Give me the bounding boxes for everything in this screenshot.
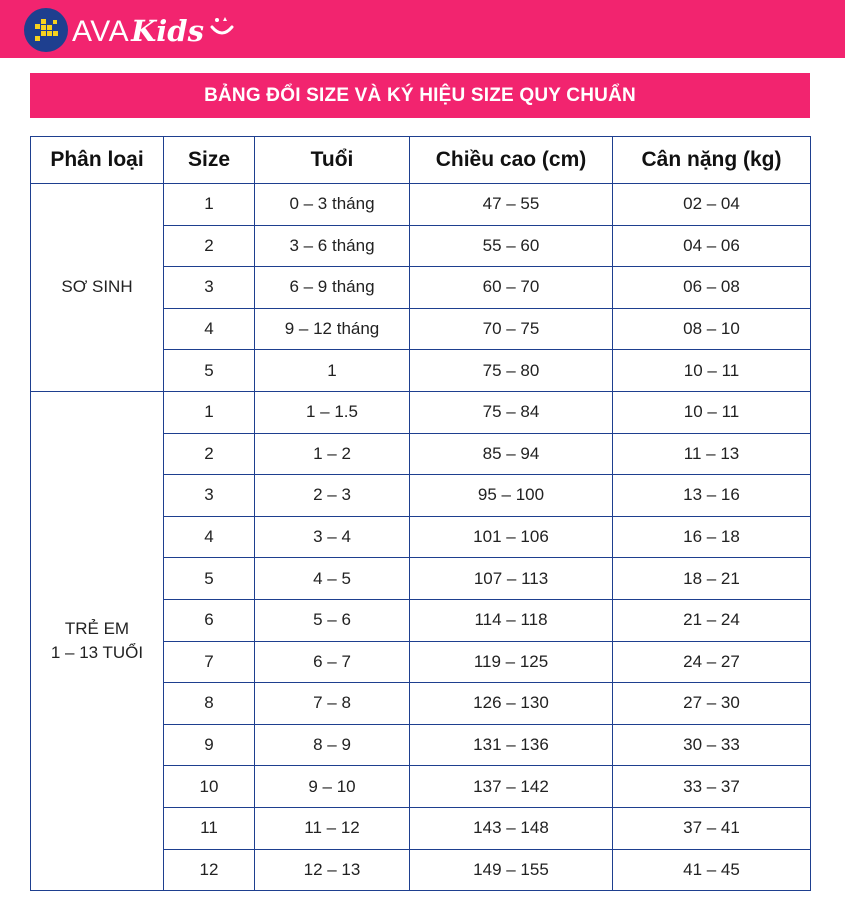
height-cell: 137 – 142 xyxy=(410,766,613,808)
column-header-age: Tuổi xyxy=(255,137,410,184)
height-cell: 55 – 60 xyxy=(410,225,613,267)
weight-cell: 08 – 10 xyxy=(613,308,811,350)
weight-cell: 21 – 24 xyxy=(613,599,811,641)
weight-cell: 41 – 45 xyxy=(613,849,811,891)
category-cell xyxy=(31,391,164,890)
weight-cell: 10 – 11 xyxy=(613,391,811,433)
category-label: TRẺ EM xyxy=(64,619,130,639)
height-cell: 75 – 84 xyxy=(410,391,613,433)
age-cell: 12 – 13 xyxy=(255,849,410,891)
height-cell: 101 – 106 xyxy=(410,516,613,558)
weight-cell: 27 – 30 xyxy=(613,683,811,725)
size-cell: 9 xyxy=(164,724,255,766)
height-cell: 149 – 155 xyxy=(410,849,613,891)
size-cell: 2 xyxy=(164,433,255,475)
age-cell: 0 – 3 tháng xyxy=(255,184,410,226)
size-cell: 5 xyxy=(164,558,255,600)
weight-cell: 33 – 37 xyxy=(613,766,811,808)
height-cell: 70 – 75 xyxy=(410,308,613,350)
height-cell: 131 – 136 xyxy=(410,724,613,766)
weight-cell: 02 – 04 xyxy=(613,184,811,226)
size-cell: 6 xyxy=(164,599,255,641)
height-cell: 119 – 125 xyxy=(410,641,613,683)
weight-cell: 11 – 13 xyxy=(613,433,811,475)
weight-cell: 16 – 18 xyxy=(613,516,811,558)
size-cell: 12 xyxy=(164,849,255,891)
height-cell: 60 – 70 xyxy=(410,267,613,309)
ava-kids-logo[interactable] xyxy=(24,8,237,52)
logo-brand-sub: Kids xyxy=(131,14,204,48)
column-header-category: Phân loại xyxy=(31,137,164,184)
table-row xyxy=(31,391,811,433)
size-cell: 2 xyxy=(164,225,255,267)
age-cell: 9 – 12 tháng xyxy=(255,308,410,350)
top-header-bar xyxy=(0,0,845,58)
size-cell: 3 xyxy=(164,267,255,309)
size-cell: 1 xyxy=(164,184,255,226)
weight-cell: 06 – 08 xyxy=(613,267,811,309)
size-cell: 10 xyxy=(164,766,255,808)
weight-cell: 10 – 11 xyxy=(613,350,811,392)
age-cell: 6 – 7 xyxy=(255,641,410,683)
weight-cell: 04 – 06 xyxy=(613,225,811,267)
table-header-row xyxy=(31,137,811,184)
age-cell: 1 xyxy=(255,350,410,392)
ava-logo-icon xyxy=(24,8,68,52)
size-cell: 5 xyxy=(164,350,255,392)
age-cell: 2 – 3 xyxy=(255,475,410,517)
size-chart-table xyxy=(30,136,811,891)
height-cell: 95 – 100 xyxy=(410,475,613,517)
height-cell: 143 – 148 xyxy=(410,807,613,849)
age-cell: 5 – 6 xyxy=(255,599,410,641)
weight-cell: 30 – 33 xyxy=(613,724,811,766)
table-title-banner xyxy=(30,73,810,118)
column-header-height: Chiều cao (cm) xyxy=(410,137,613,184)
size-cell: 4 xyxy=(164,308,255,350)
size-cell: 1 xyxy=(164,391,255,433)
weight-cell: 37 – 41 xyxy=(613,807,811,849)
height-cell: 114 – 118 xyxy=(410,599,613,641)
weight-cell: 13 – 16 xyxy=(613,475,811,517)
age-cell: 1 – 1.5 xyxy=(255,391,410,433)
size-cell: 11 xyxy=(164,807,255,849)
weight-cell: 24 – 27 xyxy=(613,641,811,683)
height-cell: 85 – 94 xyxy=(410,433,613,475)
table-title: BẢNG ĐỔI SIZE VÀ KÝ HIỆU SIZE QUY CHUẨN xyxy=(204,84,636,106)
size-cell: 8 xyxy=(164,683,255,725)
age-cell: 8 – 9 xyxy=(255,724,410,766)
age-cell: 6 – 9 tháng xyxy=(255,267,410,309)
column-header-size: Size xyxy=(164,137,255,184)
height-cell: 107 – 113 xyxy=(410,558,613,600)
height-cell: 126 – 130 xyxy=(410,683,613,725)
category-cell xyxy=(31,184,164,392)
age-cell: 11 – 12 xyxy=(255,807,410,849)
weight-cell: 18 – 21 xyxy=(613,558,811,600)
size-cell: 4 xyxy=(164,516,255,558)
height-cell: 75 – 80 xyxy=(410,350,613,392)
category-label: SƠ SINH xyxy=(61,277,133,297)
smile-icon xyxy=(207,11,237,41)
size-cell: 3 xyxy=(164,475,255,517)
age-cell: 3 – 4 xyxy=(255,516,410,558)
age-cell: 3 – 6 tháng xyxy=(255,225,410,267)
logo-brand-main: AVA xyxy=(72,15,130,48)
age-cell: 9 – 10 xyxy=(255,766,410,808)
size-cell: 7 xyxy=(164,641,255,683)
age-cell: 4 – 5 xyxy=(255,558,410,600)
height-cell: 47 – 55 xyxy=(410,184,613,226)
age-cell: 1 – 2 xyxy=(255,433,410,475)
column-header-weight: Cân nặng (kg) xyxy=(613,137,811,184)
table-body xyxy=(31,184,811,891)
age-cell: 7 – 8 xyxy=(255,683,410,725)
category-label: 1 – 13 TUỔI xyxy=(50,643,144,663)
table-row xyxy=(31,184,811,226)
